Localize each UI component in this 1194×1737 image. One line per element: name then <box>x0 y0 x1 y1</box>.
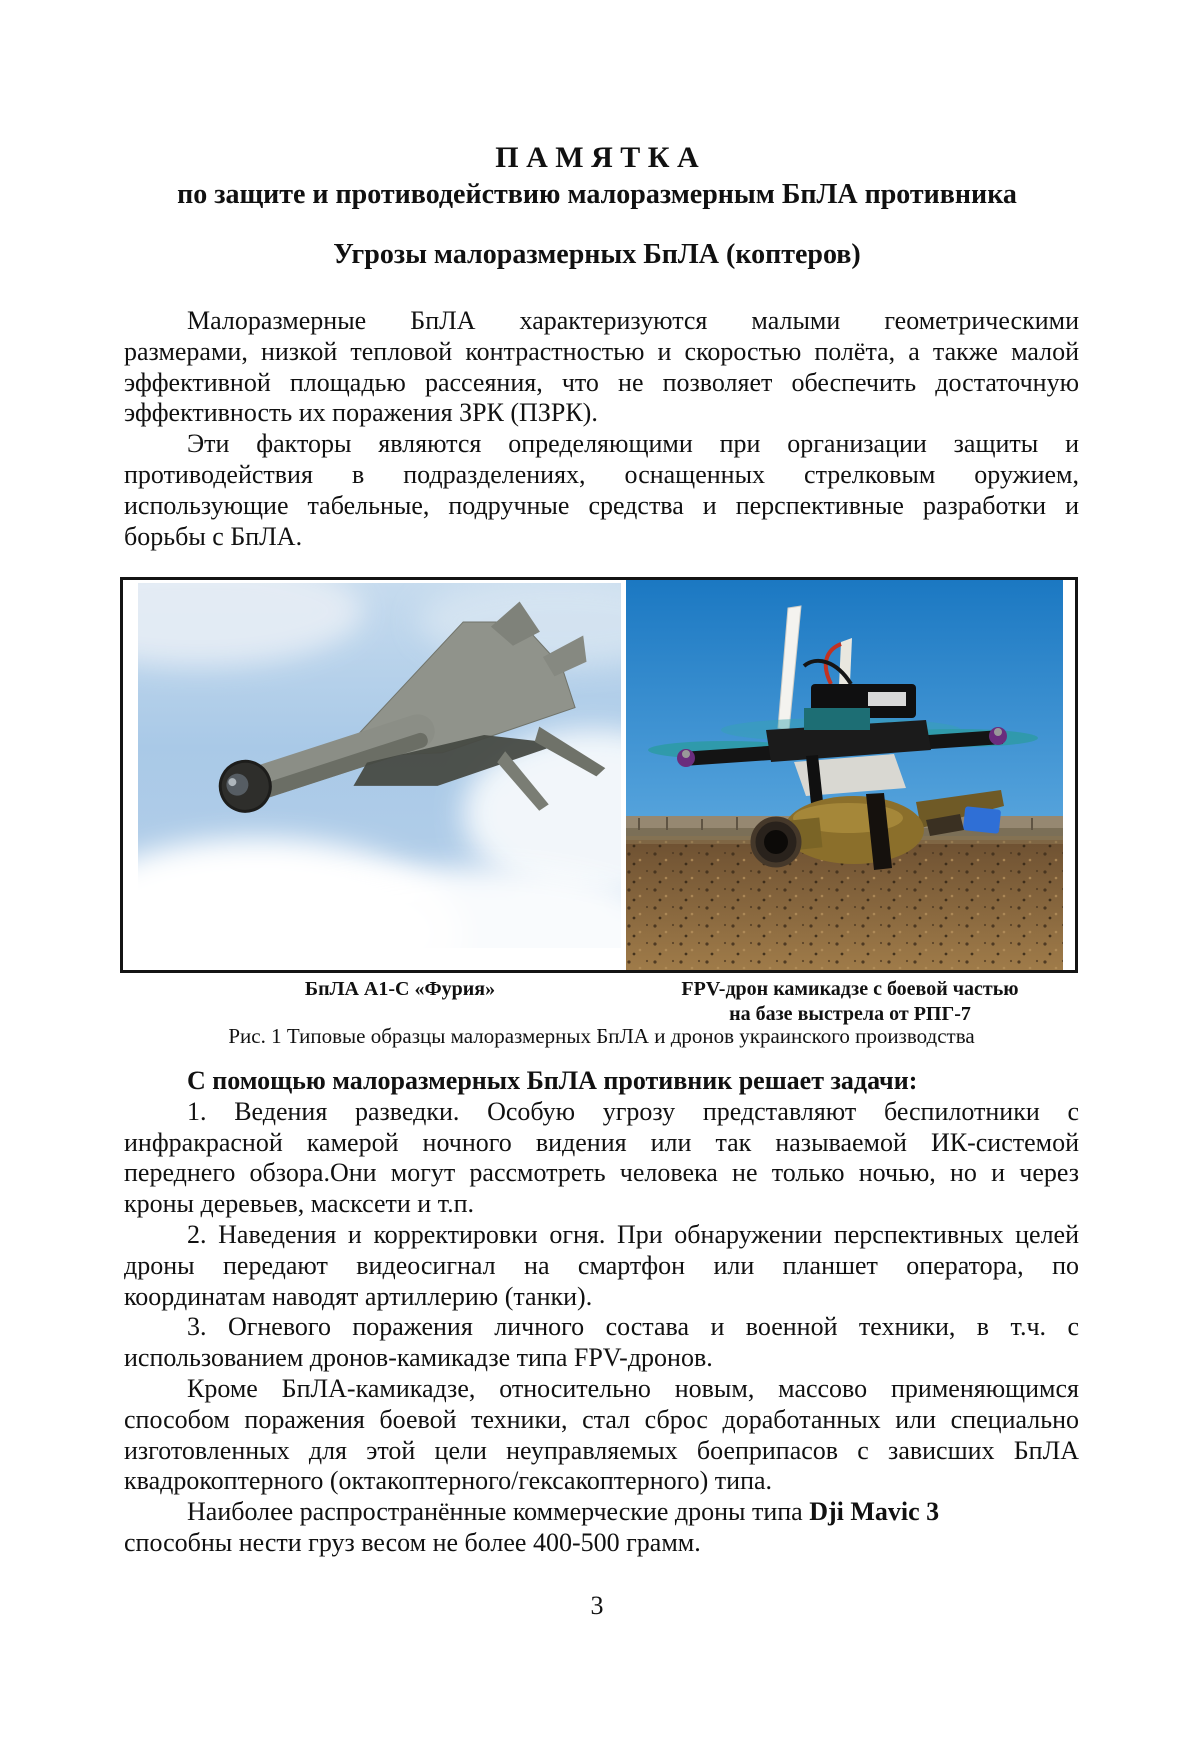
paragraph <box>124 429 1079 552</box>
text-line: кроны деревьев, масксети и т.п. <box>124 1189 475 1219</box>
fpv-drone-photo <box>626 580 1063 970</box>
text-line: способны нести груз весом не более 400-500 грамм. <box>124 1527 701 1557</box>
text-line: Эти факторы являются определяющими при организации защиты и <box>187 429 1079 459</box>
left-photo-caption: БпЛА А1-С «Фурия» <box>304 978 496 1000</box>
furia-uav-photo <box>138 583 621 948</box>
paragraph <box>124 1312 1079 1374</box>
page-subtitle: по защите и противодействию малоразмерным БпЛА противника <box>177 179 1017 210</box>
right-photo-caption <box>645 977 1055 1027</box>
section-heading: Угрозы малоразмерных БпЛА (коптеров) <box>333 239 861 270</box>
text-line: эффективность их поражения ЗРК (ПЗРК). <box>124 398 598 428</box>
tasks-section <box>124 1066 1079 1559</box>
text-line: 3. Огневого поражения личного состава и военной техники, в т.ч. с <box>187 1312 1079 1342</box>
page-title: П А М Я Т К А <box>495 141 699 174</box>
text-line: переднего обзора.Они могут рассмотреть человека не только ночью, но и через <box>124 1158 1079 1188</box>
text-line: дроны передают видеосигнал на смартфон или планшет оператора, по <box>124 1250 1079 1280</box>
text-line: Наиболее распространённые коммерческие дроны типа Dji Mavic 3 <box>187 1497 940 1527</box>
paragraph <box>124 306 1079 429</box>
text-line: эффективной площадью рассеяния, что не позволяет обеспечить достаточную <box>124 367 1079 397</box>
text-line: противодействия в подразделениях, оснащенных стрелковым оружием, <box>124 459 1079 489</box>
text-line: Малоразмерные БпЛА характеризуются малыми геометрическими <box>187 306 1079 335</box>
figure-frame <box>120 577 1078 973</box>
text-line: размерами, низкой тепловой контрастностью и скоростью полёта, а также малой <box>124 336 1079 366</box>
text-line: использующие табельные, подручные средства и перспективные разработки и <box>124 490 1079 520</box>
text-line: 1. Ведения разведки. Особую угрозу представляют беспилотники с <box>187 1096 1079 1126</box>
text-line: Кроме БпЛА-камикадзе, относительно новым, массово применяющимся <box>187 1373 1079 1403</box>
text-line: изготовленных для этой цели неуправляемых боеприпасов с зависших БпЛА <box>124 1435 1079 1465</box>
page-number: 3 <box>590 1591 604 1620</box>
paragraph <box>124 1220 1079 1312</box>
text-line: борьбы с БпЛА. <box>124 521 303 551</box>
right-photo-caption-line1: FPV-дрон камикадзе с боевой частью <box>681 978 1019 1000</box>
tasks-heading: С помощью малоразмерных БпЛА противник решает задачи: <box>187 1066 918 1095</box>
text-line: использованием дронов-камикадзе типа FPV-дронов. <box>124 1343 713 1373</box>
paragraph <box>124 1374 1079 1497</box>
intro-paragraphs <box>124 306 1079 552</box>
figure-caption: Рис. 1 Типовые образцы малоразмерных БпЛА и дронов украинского производства <box>228 1024 975 1048</box>
right-photo-caption-line2: на базе выстрела от РПГ-7 <box>729 1003 971 1025</box>
text-line: квадрокоптерного (октакоптерного/гексакоптерного) типа. <box>124 1466 773 1496</box>
paragraph <box>124 1497 1079 1559</box>
text-line: координатам наводят артиллерию (танки). <box>124 1281 593 1311</box>
text-line: способом поражения боевой техники, стал сброс доработанных или специально <box>124 1404 1079 1434</box>
paragraph <box>124 1097 1079 1220</box>
text-line: 2. Наведения и корректировки огня. При обнаружении перспективных целей <box>187 1219 1079 1249</box>
text-line: инфракрасной камерой ночного видения или так называемой ИК-системой <box>124 1127 1079 1157</box>
